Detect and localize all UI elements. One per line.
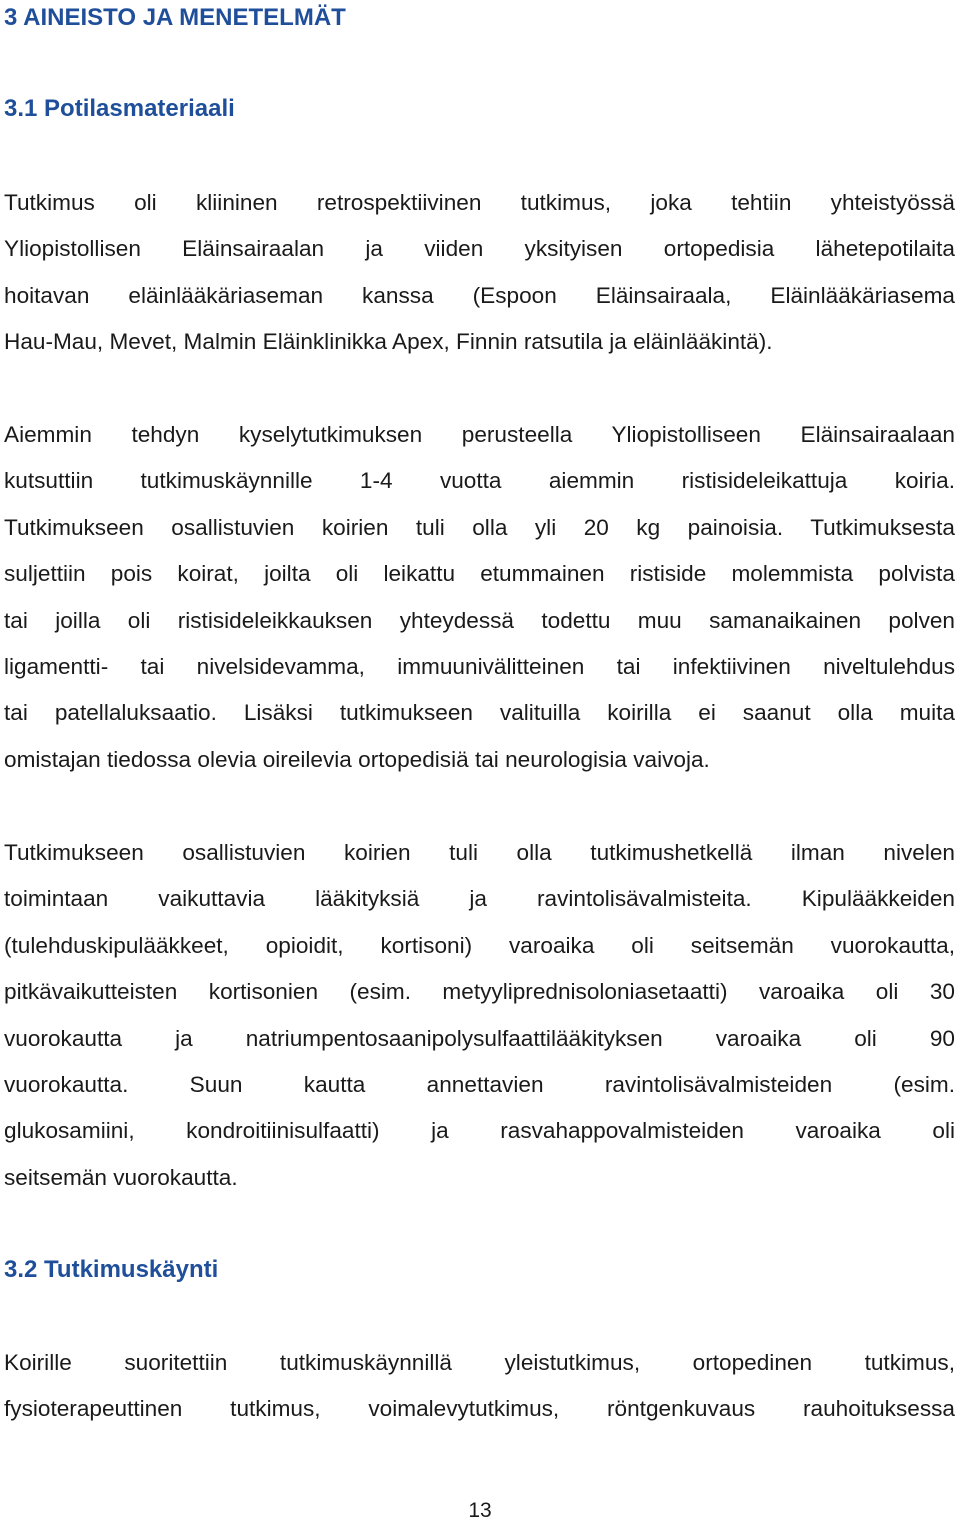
- chapter-heading: 3 AINEISTO JA MENETELMÄT: [4, 4, 346, 31]
- paragraph-study-design: [4, 180, 955, 366]
- text-line: seitsemän vuorokautta.: [4, 1164, 238, 1190]
- text-line: vuorokautta ja natriumpentosaanipolysulfaattilääkityksen varoaika oli 90: [4, 1025, 955, 1051]
- section-heading-tutkimuskaynti: 3.2 Tutkimuskäynti: [4, 1256, 219, 1283]
- text-line: tai joilla oli ristisideleikkauksen yhteydessä todettu muu samanaikainen polven: [4, 607, 955, 633]
- paragraph-inclusion-criteria: [4, 412, 955, 783]
- text-line: pitkävaikutteisten kortisonien (esim. metyyliprednisoloniasetaatti) varoaika oli 30: [4, 979, 955, 1005]
- page-number: 13: [468, 1499, 492, 1522]
- paragraph-medication-washout: [4, 830, 955, 1201]
- text-line: suljettiin pois koirat, joilta oli leikattu etummainen ristiside molemmista polvista: [4, 561, 955, 587]
- text-line: Koirille suoritettiin tutkimuskäynnillä yleistutkimus, ortopedinen tutkimus,: [4, 1350, 955, 1375]
- paragraph-examination-visit: [4, 1340, 955, 1433]
- text-line: hoitavan eläinlääkäriaseman kanssa (Espoon Eläinsairaala, Eläinlääkäriasema: [4, 282, 955, 308]
- text-line: vuorokautta. Suun kautta annettavien ravintolisävalmisteiden (esim.: [4, 1071, 955, 1097]
- text-line: fysioterapeuttinen tutkimus, voimalevytutkimus, röntgenkuvaus rauhoituksessa: [4, 1396, 955, 1422]
- text-line: (tulehduskipulääkkeet, opioidit, kortisoni) varoaika oli seitsemän vuorokautta,: [4, 932, 955, 958]
- text-line: Tutkimukseen osallistuvien koirien tuli olla tutkimushetkellä ilman nivelen: [4, 840, 955, 865]
- text-line: Hau-Mau, Mevet, Malmin Eläinklinikka Apex, Finnin ratsutila ja eläinlääkintä).: [4, 329, 773, 355]
- text-line: ligamentti- tai nivelsidevamma, immuunivälitteinen tai infektiivinen niveltulehdus: [4, 653, 955, 679]
- text-line: kutsuttiin tutkimuskäynnille 1-4 vuotta aiemmin ristisideleikattuja koiria.: [4, 468, 955, 494]
- text-line: Yliopistollisen Eläinsairaalan ja viiden yksityisen ortopedisia lähetepotilaita: [4, 236, 955, 262]
- text-line: toimintaan vaikuttavia lääkityksiä ja ravintolisävalmisteita. Kipulääkkeiden: [4, 886, 955, 912]
- text-line: tai patellaluksaatio. Lisäksi tutkimukseen valituilla koirilla ei saanut olla muita: [4, 700, 955, 726]
- text-line: glukosamiini, kondroitiinisulfaatti) ja rasvahappovalmisteiden varoaika oli: [4, 1118, 955, 1144]
- text-line: omistajan tiedossa olevia oireilevia ortopedisiä tai neurologisia vaivoja.: [4, 746, 710, 772]
- text-line: Aiemmin tehdyn kyselytutkimuksen perusteella Yliopistolliseen Eläinsairaalaan: [4, 422, 955, 447]
- text-line: Tutkimukseen osallistuvien koirien tuli olla yli 20 kg painoisia. Tutkimuksesta: [4, 514, 955, 540]
- section-heading-potilasmateriaali: 3.1 Potilasmateriaali: [4, 95, 235, 122]
- text-line: Tutkimus oli kliininen retrospektiivinen tutkimus, joka tehtiin yhteistyössä: [4, 190, 955, 215]
